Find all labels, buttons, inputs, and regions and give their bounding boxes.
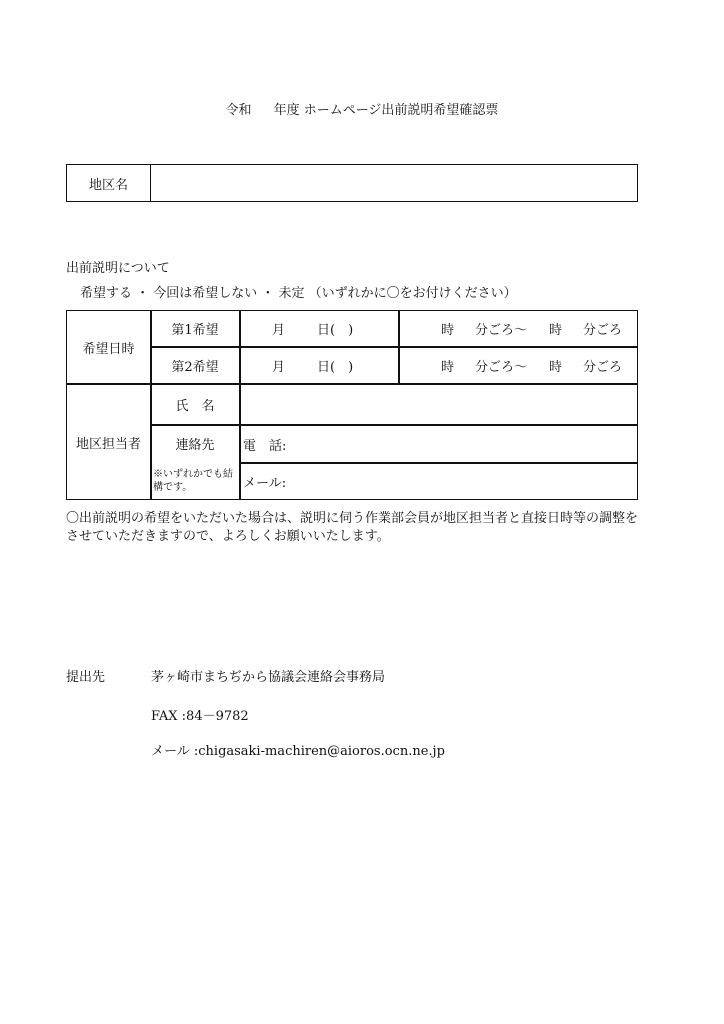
second-choice-to-minute[interactable]: 分ごろ [583, 360, 623, 375]
first-choice-to-hour[interactable]: 時 [549, 323, 563, 338]
second-choice-label: 第2希望 [171, 360, 219, 375]
second-choice-from-hour[interactable]: 時 [441, 360, 455, 375]
phone-label: 電 話: [243, 438, 287, 454]
first-choice-from-minute[interactable]: 分ごろ〜 [475, 323, 528, 338]
submit-email[interactable]: メール :chigasaki-machiren@aioros.ocn.ne.jp [151, 744, 445, 759]
contact-label: 連絡先 [175, 437, 215, 453]
second-choice-day[interactable]: 日( ) [317, 360, 354, 375]
choice-line[interactable]: 希望する ・ 今回は希望しない ・ 未定 （いずれかに〇をお付けください） [80, 286, 517, 301]
submit-fax: FAX :84－9782 [151, 709, 249, 724]
submit-organization: 茅ヶ崎市まちぢから協議会連絡会事務局 [151, 670, 386, 685]
document-title [0, 99, 724, 118]
contact-header: 地区担当者 [75, 436, 141, 452]
email-label: メール: [243, 476, 287, 491]
request-table [66, 310, 638, 500]
second-choice-to-hour[interactable]: 時 [549, 360, 563, 375]
district-name-field[interactable] [152, 165, 637, 201]
submit-label: 提出先 [66, 670, 106, 685]
contact-note-cell [153, 462, 237, 499]
first-choice-from-hour[interactable]: 時 [441, 323, 455, 338]
notice-text: 〇出前説明の希望をいただいた場合は、説明に伺う作業部会員が地区担当者と直接日時等の調整をさせていただきますので、よろしくお願いいたします。 [66, 511, 639, 544]
schedule-header: 希望日時 [82, 341, 135, 357]
title-text: 年度 ホームページ出前説明希望確認票 [273, 103, 499, 118]
email-field[interactable] [243, 464, 637, 499]
name-field[interactable] [241, 385, 637, 424]
second-choice-from-minute[interactable]: 分ごろ〜 [475, 360, 528, 375]
district-name-box [66, 164, 638, 202]
phone-field[interactable] [243, 426, 637, 462]
section-heading: 出前説明について [66, 261, 170, 276]
contact-note: ※いずれかでも結構です。 [153, 468, 233, 493]
first-choice-to-minute[interactable]: 分ごろ [583, 323, 623, 338]
title-era: 令和 [225, 103, 252, 118]
district-name-label: 地区名 [67, 165, 151, 201]
name-label: 氏 名 [175, 399, 215, 414]
first-choice-day[interactable]: 日( ) [317, 323, 354, 338]
second-choice-month[interactable]: 月 [272, 360, 286, 375]
first-choice-month[interactable]: 月 [272, 323, 286, 338]
first-choice-label: 第1希望 [171, 323, 219, 338]
